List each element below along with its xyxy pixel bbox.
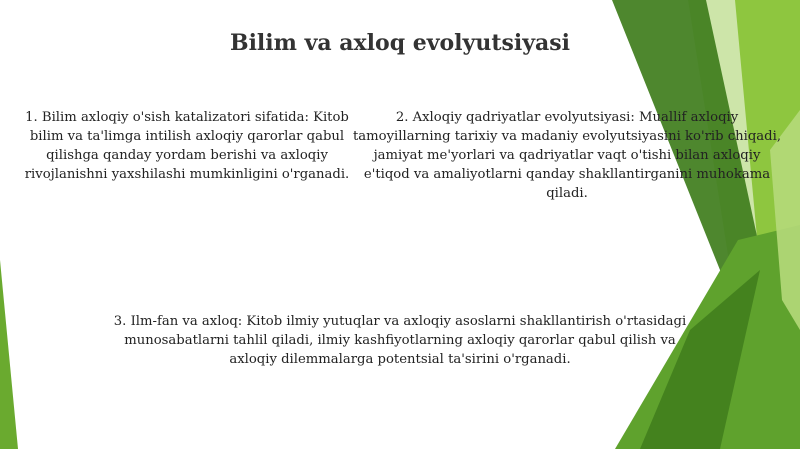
slide-title: Bilim va axloq evolyutsiyasi [229, 30, 571, 56]
point-knowledge-catalyst: 1. Bilim axloqiy o'sish katalizatori sifatida: Kitob bilim va ta'limga intilish axloqiy qarorlar qabul qilishga qanday yordam berishi va axloqiy rivojlanishni yaxshilashi mumkinligini o'rganadi. [24, 110, 350, 182]
point-science-and-ethics: 3. Ilm-fan va axloq: Kitob ilmiy yutuqlar va axloqiy asoslarni shakllantirish o'rtasidagi munosabatlarni tahlil qiladi, ilmiy kashfiyotlarning axloqiy qarorlar qabul qilish va axloqiy dilemmalarga potentsial ta'sirini o'rganadi. [113, 314, 687, 367]
facet-left-sliver [0, 260, 18, 449]
point-moral-values-evolution: 2. Axloqiy qadriyatlar evolyutsiyasi: Muallif axloqiy tamoyillarning tarixiy va madaniy evolyutsiyasini ko'rib chiqadi, jamiyat me'yorlari va qadriyatlar vaqt o'tishi bilan axloqiy e'tiqod va amaliyotlarni qanday shakllantirganini muhokama qiladi. [352, 110, 782, 201]
